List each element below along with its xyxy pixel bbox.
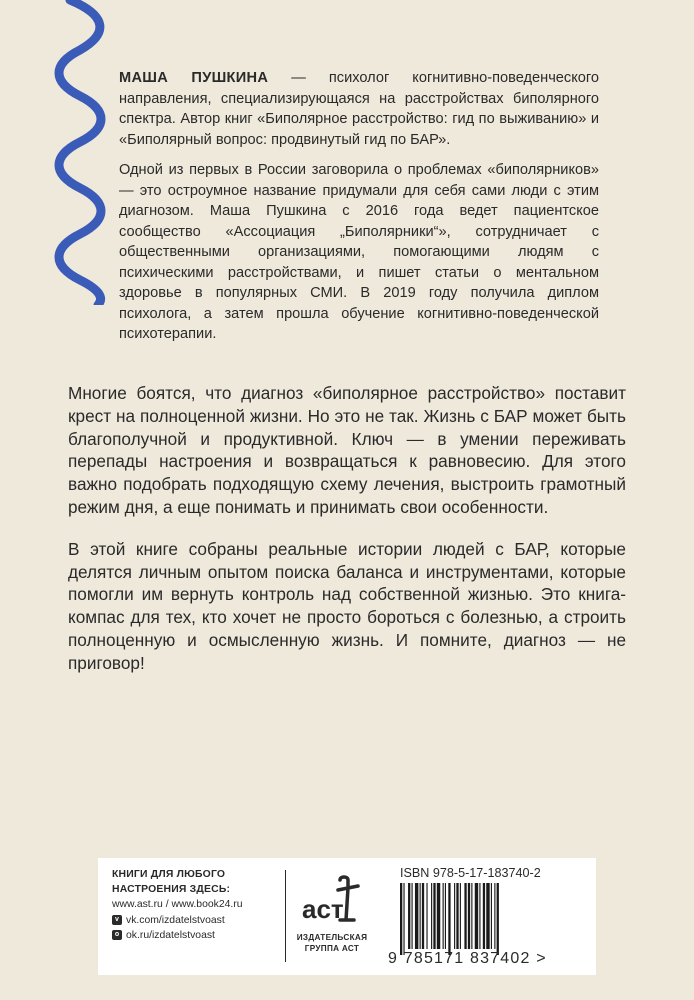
barcode-digits: 9 785171 837402 > xyxy=(388,950,547,967)
barcode-bar xyxy=(448,883,450,955)
author-bio xyxy=(119,68,599,355)
isbn-label: ISBN 978-5-17-183740-2 xyxy=(400,866,541,880)
description-paragraph-2: В этой книге собраны реальные истории людей с БАР, которые делятся личным опытом поиска баланса и инструментами, которые помогли им вернуть контроль над собственной жизнью. Это книга-компас для тех, кто хочет не просто бороться с болезнью, а строить полноценную и осмысленную жизнь. И помните, диагноз — не приговор! xyxy=(68,538,626,673)
author-intro-text: — психолог когнитивно-поведенческого направления, специализирующаяся на расстройствах биполярного спектра. Автор книг «Биполярное расстройство: гид по выживанию» и «Биполярный вопрос: продвинутый гид по БАР». xyxy=(119,70,600,148)
barcode-bar xyxy=(433,883,435,949)
barcode-bar xyxy=(456,883,458,949)
barcode-bar xyxy=(486,883,489,949)
barcode-bar xyxy=(443,883,444,949)
barcode-bar xyxy=(454,883,455,949)
publisher-name xyxy=(290,932,374,954)
ok-link-text: ok.ru/izdatelstvoast xyxy=(126,929,215,941)
vk-link xyxy=(112,913,282,928)
footer-divider xyxy=(285,870,286,962)
vk-link-text: vk.com/izdatelstvoast xyxy=(126,914,225,926)
barcode-bar xyxy=(483,883,485,949)
book-description xyxy=(68,382,626,694)
barcode-bar xyxy=(445,883,446,949)
barcode-bar xyxy=(420,883,421,949)
promo-line-1: КНИГИ ДЛЯ ЛЮБОГО xyxy=(112,869,226,880)
barcode-bar xyxy=(403,883,404,955)
description-paragraph-1: Многие боятся, что диагноз «биполярное расстройство» поставит крест на полноценной жизни. Но это не так. Жизнь с БАР может быть благополучной и продуктивной. Ключ — в умении переживать перепады настроения и возвращаться к равновесию. Для этого важно подобрать подходящую схему лечения, выстроить грамотный режим дня, а еще понимать и принимать свои особенности. xyxy=(68,383,626,517)
barcode-bar xyxy=(426,883,427,949)
barcode-bar xyxy=(494,883,495,949)
barcode-bar xyxy=(475,883,478,949)
author-name: МАША ПУШКИНА xyxy=(119,70,269,86)
barcode xyxy=(398,883,576,955)
author-intro xyxy=(119,68,599,150)
barcode-bar xyxy=(497,883,499,955)
publisher-line-1: ИЗДАТЕЛЬСКАЯ xyxy=(296,933,368,942)
ast-logo xyxy=(296,872,368,932)
author-bio-text: Одной из первых в России заговорила о проблемах «биполярников» — это остроумное название придумали для себя сами люди с этим диагнозом. Маша Пушкина с 2016 года ведет пациентское сообщество «Ассоциация „Биполярники“», сотрудничает с общественными организациями, помогающими людям с психическими расстройствами, и пишет статьи о ментальном здоровье в популярных СМИ. В 2019 году получила диплом психолога, а затем прошла обучение когнитивно-поведенческой психотерапии. xyxy=(119,162,599,342)
barcode-bar xyxy=(479,883,480,949)
barcode-bar xyxy=(471,883,472,949)
vk-icon: v xyxy=(112,915,122,925)
barcode-bar xyxy=(491,883,492,949)
barcode-bar xyxy=(412,883,413,949)
barcode-bar xyxy=(422,883,424,949)
publisher-line-2: ГРУППА АСТ xyxy=(304,944,360,953)
barcode-bar xyxy=(400,883,402,955)
promo-block xyxy=(112,867,282,943)
promo-line-2: НАСТРОЕНИЯ ЗДЕСЬ: xyxy=(112,884,231,896)
barcode-bar xyxy=(437,883,440,949)
barcode-bar xyxy=(460,883,461,949)
barcode-bar xyxy=(431,883,432,949)
barcode-bar xyxy=(408,883,410,949)
barcode-bar xyxy=(464,883,466,949)
logo-text: аст xyxy=(302,894,344,924)
publisher-footer xyxy=(98,858,596,975)
ok-link xyxy=(112,928,282,943)
barcode-bar xyxy=(415,883,418,949)
website-links: www.ast.ru / www.book24.ru xyxy=(112,899,243,911)
decorative-squiggle xyxy=(40,0,120,305)
ok-icon: o xyxy=(112,930,122,940)
barcode-bar xyxy=(468,883,470,949)
